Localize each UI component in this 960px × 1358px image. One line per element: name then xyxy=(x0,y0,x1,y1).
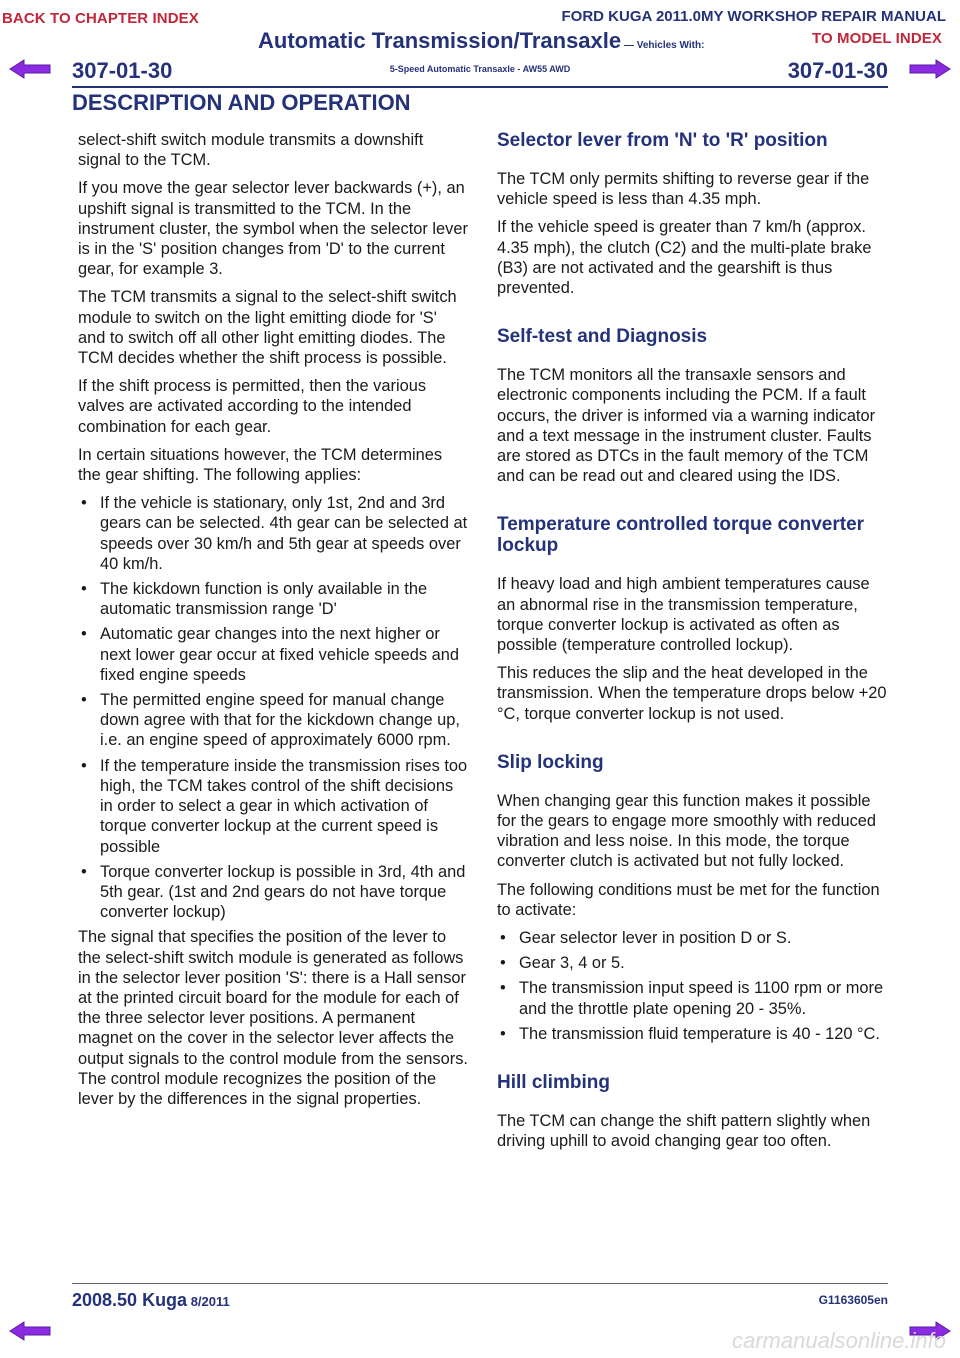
paragraph: In certain situations however, the TCM determines the gear shifting. The following applies: xyxy=(78,445,443,485)
right-column xyxy=(497,130,890,1160)
paragraph: The signal that specifies the position of the lever to the select-shift switch module is generated as follows in the selector lever position 'S': there is a Hall sensor at the printed circuit board for the module for each of the three selector lever positions. A permanent magnet on the cover in the selector lever affects the output signals to the control module from the sensors. The control module recognizes the position of the lever by the differences in the signal properties. xyxy=(78,928,468,1108)
heading-hill-climbing: Hill climbing xyxy=(497,1072,610,1094)
list-item: • Gear selector lever in position D or S. xyxy=(497,928,890,948)
footer-model xyxy=(72,1290,230,1311)
slip-conditions-list xyxy=(497,928,890,1044)
heading-self-test: Self-test and Diagnosis xyxy=(497,326,708,348)
header-divider xyxy=(72,86,888,88)
paragraph: When changing gear this function makes it possible for the gears to engage more smoothly with reduced vibration and less noise. In this mode, the torque converter clutch is activated but not fully locked. xyxy=(497,791,877,871)
list-item: • Gear 3, 4 or 5. xyxy=(497,953,890,973)
to-model-index-link[interactable]: TO MODEL INDEX xyxy=(811,30,942,47)
header-subline: 5-Speed Automatic Transaxle - AW55 AWD xyxy=(389,64,571,74)
left-column xyxy=(78,130,468,1117)
footer-model-name: 2008.50 Kuga xyxy=(72,1290,188,1310)
paragraph: The TCM transmits a signal to the select-shift switch module to switch on the light emitting diode for 'S' and to switch off all other light emitting diodes. The TCM decides whether the shift process is possible. xyxy=(78,288,457,368)
header-title-suffix: — Vehicles With: xyxy=(621,40,705,51)
watermark: carmanualsonline.info xyxy=(731,1328,946,1353)
header-title-text: Automatic Transmission/Transaxle xyxy=(258,28,622,53)
paragraph: select-shift switch module transmits a downshift signal to the TCM. xyxy=(78,131,424,170)
page-number-right: 307-01-30 xyxy=(787,58,888,83)
list-item: • The transmission input speed is 1100 rpm or more and the throttle plate opening 20 - 35%. xyxy=(497,978,890,1018)
prev-page-arrow-bottom-icon[interactable] xyxy=(8,1320,52,1342)
section-title: DESCRIPTION AND OPERATION xyxy=(72,90,411,115)
page-number-left: 307-01-30 xyxy=(72,58,173,83)
footer-doc-id: G1163605en xyxy=(818,1293,888,1307)
list-item: • The transmission fluid temperature is 40 - 120 °C. xyxy=(497,1024,890,1044)
list-item: • If the temperature inside the transmission rises too high, the TCM takes control of the shift decisions in order to select a gear in which activation of torque converter lockup at the current speed is possible xyxy=(78,756,468,857)
paragraph: If the shift process is permitted, then the various valves are activated according to the intended combination for each gear. xyxy=(78,377,427,436)
paragraph: If you move the gear selector lever backwards (+), an upshift signal is transmitted to the TCM. In the instrument cluster, the symbol when the selector lever is in the 'S' position changes from 'D' to the current gear, for example 3. xyxy=(78,179,468,279)
paragraph: The TCM monitors all the transaxle sensors and electronic components including the PCM. If a fault occurs, the driver is informed via a warning indicator and a text message in the instrument cluster. Faults are stored as DTCs in the fault memory of the TCM and can be read out and cleared using the IDS. xyxy=(497,366,876,486)
list-item: • Torque converter lockup is possible in 3rd, 4th and 5th gear. (1st and 2nd gears do not have torque converter lockup) xyxy=(78,862,468,923)
paragraph: The following conditions must be met for the function to activate: xyxy=(497,880,880,919)
paragraph: If heavy load and high ambient temperatures cause an abnormal rise in the transmission temperature, torque converter lockup is activated as often as possible (temperature controlled lockup). xyxy=(497,575,870,655)
heading-temperature-lockup: Temperature controlled torque converter lockup xyxy=(497,514,865,557)
footer-date: 8/2011 xyxy=(187,1294,230,1309)
gear-shift-rules-list xyxy=(78,493,468,922)
manual-title: FORD KUGA 2011.0MY WORKSHOP REPAIR MANUAL xyxy=(561,8,946,25)
heading-slip-locking: Slip locking xyxy=(497,751,604,773)
paragraph: The TCM can change the shift pattern slightly when driving uphill to avoid changing gear too often. xyxy=(497,1112,871,1151)
list-item: • If the vehicle is stationary, only 1st, 2nd and 3rd gears can be selected. 4th gear can be selected at speeds over 30 km/h and 5th gear at speeds over 40 km/h. xyxy=(78,493,468,574)
header-title xyxy=(258,28,704,54)
list-item: • The kickdown function is only available in the automatic transmission range 'D' xyxy=(78,579,468,619)
list-item: • The permitted engine speed for manual change down agree with that for the kickdown change up, i.e. an engine speed of approximately 6000 rpm. xyxy=(78,690,468,751)
paragraph: The TCM only permits shifting to reverse gear if the vehicle speed is less than 4.35 mph. xyxy=(497,170,870,209)
paragraph: This reduces the slip and the heat developed in the transmission. When the temperature drops below +20 °C, torque converter lockup is not used. xyxy=(497,664,887,723)
back-to-chapter-index-link[interactable]: BACK TO CHAPTER INDEX xyxy=(2,10,199,27)
list-item: • Automatic gear changes into the next higher or next lower gear occur at fixed vehicle speeds and fixed engine speeds xyxy=(78,624,468,685)
paragraph: If the vehicle speed is greater than 7 km/h (approx. 4.35 mph), the clutch (C2) and the multi-plate brake (B3) are not activated and the gearshift is thus prevented. xyxy=(497,218,872,298)
heading-reverse-position: Selector lever from 'N' to 'R' position xyxy=(497,130,828,151)
footer-divider xyxy=(72,1283,888,1284)
